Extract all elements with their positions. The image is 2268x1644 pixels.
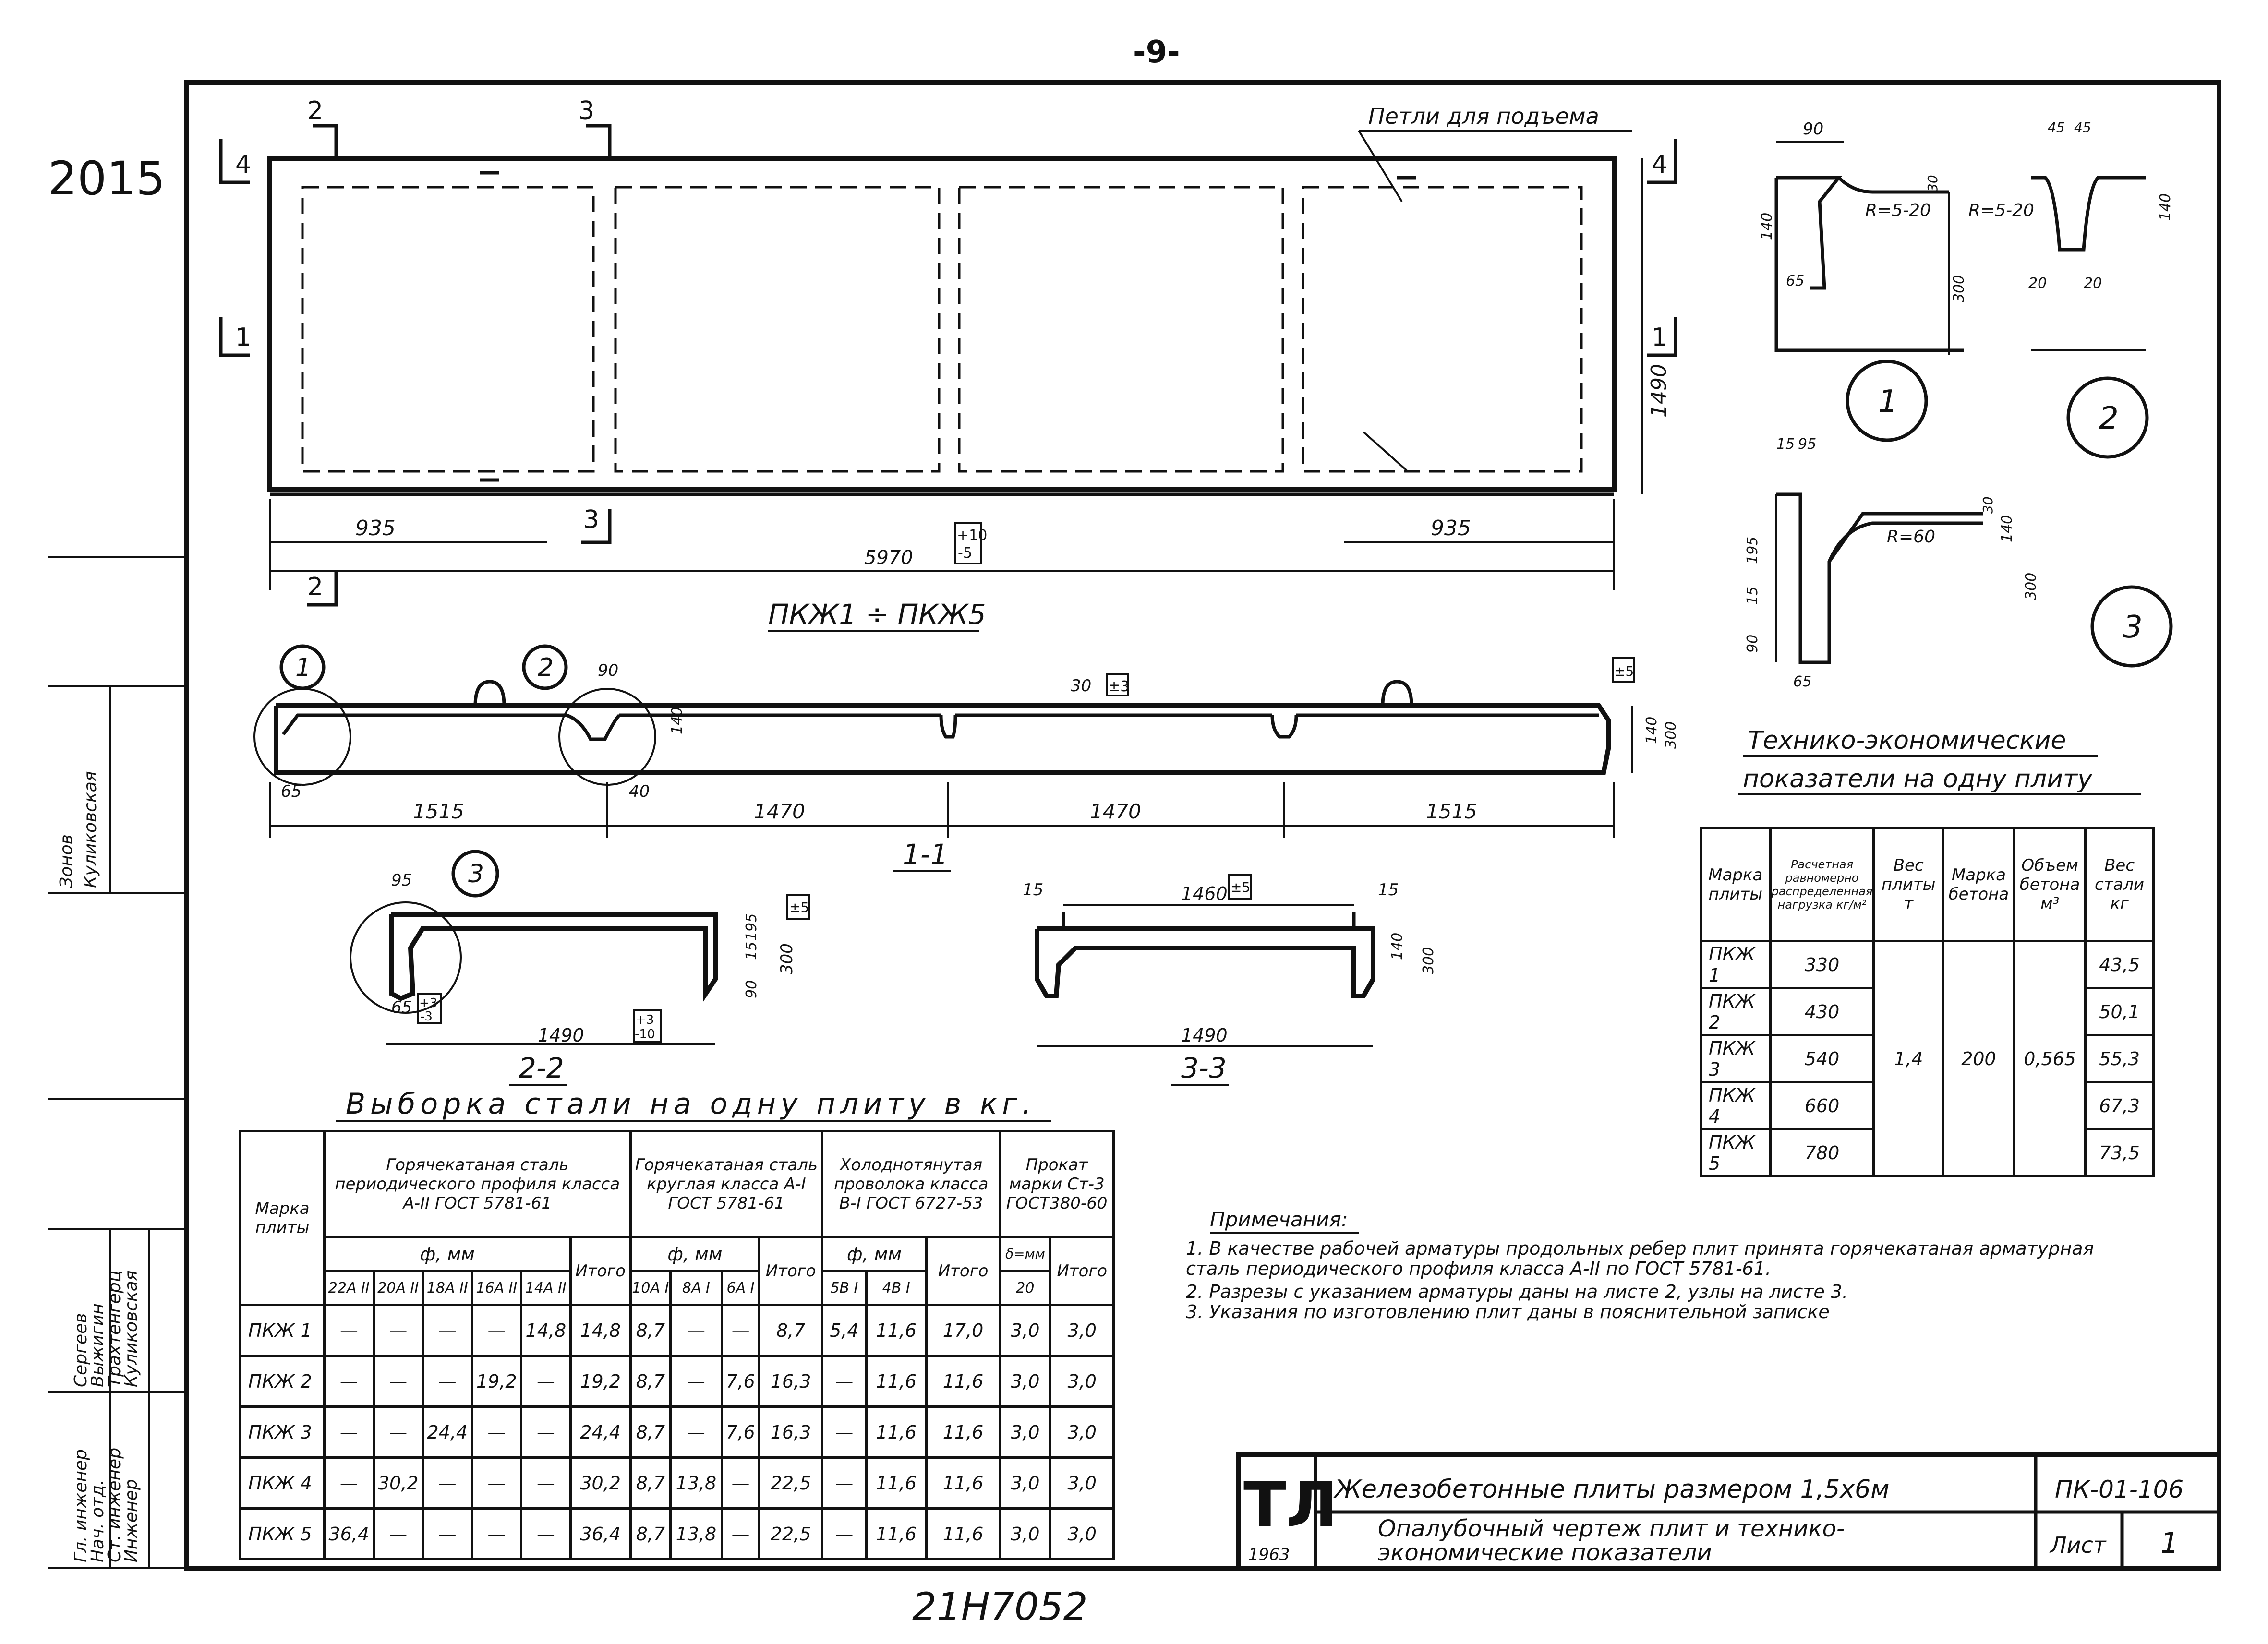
svg-text:95: 95	[1798, 436, 1817, 453]
svg-text:45: 45	[2074, 120, 2091, 135]
detail-node-2	[1968, 120, 2174, 457]
section-2-2-title: 2-2	[519, 1052, 564, 1084]
plan-view	[221, 96, 1676, 631]
steel-col-8: 8А I	[670, 1272, 722, 1305]
note-item-2: 2. Разрезы с указанием арматуры даны на листе 2, узлы на листе 3.	[1186, 1281, 1848, 1302]
stamp-number: 2015	[48, 152, 166, 205]
tech-row-load: 540	[1770, 1035, 1874, 1082]
tech-col-load: Расчетная равномерно распределенная нагрузка кг/м²	[1770, 828, 1874, 941]
table-cell: —	[822, 1407, 866, 1458]
table-cell: —	[374, 1407, 423, 1458]
svg-text:300: 300	[1420, 947, 1437, 974]
table-cell: 24,4	[570, 1407, 630, 1458]
tech-row-steel: 67,3	[2086, 1082, 2154, 1129]
svg-text:1490: 1490	[538, 1025, 584, 1046]
svg-text:140: 140	[669, 707, 686, 734]
svg-text:1515: 1515	[1426, 800, 1477, 823]
svg-text:4: 4	[1652, 150, 1668, 179]
svg-text:R=5-20: R=5-20	[1968, 201, 2034, 220]
steel-total-2: Итого	[760, 1237, 822, 1305]
steel-total-4: Итого	[1050, 1237, 1114, 1305]
svg-text:15: 15	[1744, 586, 1761, 605]
plan-outline	[270, 158, 1614, 490]
tech-row-load: 330	[1770, 941, 1874, 988]
steel-col-20: 20А II	[374, 1272, 423, 1305]
tech-row-steel: 50,1	[2086, 988, 2154, 1035]
svg-text:140: 140	[1389, 932, 1406, 960]
tech-row-mark: ПКЖ 3	[1701, 1035, 1771, 1082]
steel-row-mark: ПКЖ 4	[241, 1458, 325, 1509]
svg-text:Зонов: Зонов	[57, 834, 76, 888]
table-cell: 11,6	[866, 1458, 926, 1509]
tech-col-weight: Вес плиты т	[1874, 828, 1943, 941]
svg-text:2: 2	[307, 573, 324, 601]
table-cell: 11,6	[926, 1356, 1000, 1407]
plan-title: ПКЖ1 ÷ ПКЖ5	[768, 598, 986, 631]
table-cell: —	[325, 1407, 374, 1458]
tech-shared-weight: 1,4	[1874, 941, 1943, 1176]
svg-text:140: 140	[1759, 212, 1775, 240]
table-cell: 16,3	[760, 1356, 822, 1407]
svg-text:4: 4	[235, 150, 252, 179]
table-cell: 11,6	[866, 1509, 926, 1560]
steel-total-1: Итого	[570, 1237, 630, 1305]
tech-row-load: 780	[1770, 1129, 1874, 1176]
tech-col-steel: Вес стали кг	[2086, 828, 2154, 941]
table-cell: 11,6	[926, 1509, 1000, 1560]
table-cell: 11,6	[866, 1407, 926, 1458]
table-cell: —	[325, 1305, 374, 1356]
svg-text:65: 65	[1793, 673, 1812, 690]
bottom-number: 21H7052	[912, 1584, 1088, 1629]
svg-text:65: 65	[1786, 273, 1805, 289]
table-cell: 3,0	[1000, 1509, 1050, 1560]
table-cell: 16,3	[760, 1407, 822, 1458]
tech-row-mark: ПКЖ 5	[1701, 1129, 1771, 1176]
table-cell: —	[722, 1509, 759, 1560]
svg-text:195: 195	[743, 913, 760, 941]
steel-total-3: Итого	[926, 1237, 1000, 1305]
svg-text:30: 30	[1980, 496, 1996, 514]
svg-text:-5: -5	[958, 545, 972, 562]
section-1-1	[254, 646, 1679, 871]
steel-group-2: Горячекатаная сталь круглая класса А-I ГОСТ 5781-61	[630, 1131, 822, 1237]
tech-row-mark: ПКЖ 2	[1701, 988, 1771, 1035]
table-cell: 11,6	[866, 1356, 926, 1407]
table-cell: 19,2	[570, 1356, 630, 1407]
table-row	[241, 1458, 1114, 1509]
tech-row-mark: ПКЖ 4	[1701, 1082, 1771, 1129]
steel-sub-phi-3: ф, мм	[822, 1237, 927, 1272]
svg-text:3: 3	[583, 505, 600, 534]
table-row	[241, 1356, 1114, 1407]
table-cell: —	[521, 1356, 571, 1407]
svg-text:2: 2	[538, 653, 554, 682]
svg-text:Трахтенгерц: Трахтенгерц	[105, 1270, 124, 1387]
svg-text:95: 95	[391, 871, 412, 890]
tech-row-load: 660	[1770, 1082, 1874, 1129]
table-cell: 22,5	[760, 1458, 822, 1509]
lift-loops-label: Петли для подъема	[1368, 103, 1599, 129]
svg-text:1490: 1490	[1647, 364, 1671, 418]
svg-text:2: 2	[307, 96, 324, 125]
svg-text:90: 90	[1744, 634, 1761, 653]
title-line-2: Опалубочный чертеж плит и технико-экономические показатели	[1378, 1515, 1845, 1566]
section-3-3	[1023, 875, 1437, 1085]
svg-text:1470: 1470	[1090, 800, 1141, 823]
table-cell: 5,4	[822, 1305, 866, 1356]
svg-text:Выжигин: Выжигин	[88, 1303, 108, 1387]
table-cell: —	[521, 1407, 571, 1458]
steel-table-title: Выборка стали на одну плиту в кг.	[346, 1087, 1036, 1121]
table-cell: 13,8	[670, 1509, 722, 1560]
table-cell: —	[722, 1458, 759, 1509]
svg-text:Ст. инженер: Ст. инженер	[105, 1447, 124, 1562]
steel-group-4: Прокат марки Ст-3 ГОСТ380-60	[1000, 1131, 1114, 1237]
steel-row-mark: ПКЖ 3	[241, 1407, 325, 1458]
table-row	[241, 1407, 1114, 1458]
title-year: 1963	[1248, 1545, 1290, 1564]
tech-row-mark: ПКЖ 1	[1701, 941, 1771, 988]
table-cell: 3,0	[1000, 1356, 1050, 1407]
table-cell: —	[722, 1305, 759, 1356]
table-cell: 3,0	[1050, 1458, 1114, 1509]
svg-text:30: 30	[1071, 676, 1092, 696]
svg-text:3: 3	[2123, 610, 2143, 645]
sheet-label: Лист	[2050, 1532, 2106, 1558]
svg-text:90: 90	[598, 661, 619, 680]
table-cell: 19,2	[472, 1356, 521, 1407]
sheet-number: 1	[2160, 1526, 2179, 1560]
tech-table-title-2: показатели на одну плиту	[1743, 765, 2092, 793]
svg-text:1490: 1490	[1181, 1025, 1228, 1046]
table-cell: 3,0	[1050, 1305, 1114, 1356]
table-cell: 3,0	[1000, 1407, 1050, 1458]
table-cell: 8,7	[630, 1407, 670, 1458]
svg-text:300: 300	[2023, 572, 2039, 600]
table-cell: 36,4	[325, 1509, 374, 1560]
svg-text:+3: +3	[636, 1013, 654, 1027]
svg-text:5970: 5970	[864, 547, 913, 569]
svg-text:R=60: R=60	[1887, 527, 1935, 547]
tech-col-volume: Объем бетона м³	[2015, 828, 2086, 941]
tech-table	[1700, 827, 2155, 1177]
steel-col-6: 6А I	[722, 1272, 759, 1305]
svg-text:+10: +10	[957, 527, 988, 544]
table-cell: —	[374, 1509, 423, 1560]
steel-sub-phi-2: ф, мм	[630, 1237, 759, 1272]
svg-text:65: 65	[391, 998, 412, 1017]
steel-col-5: 5В I	[822, 1272, 866, 1305]
table-cell: —	[374, 1305, 423, 1356]
svg-text:300: 300	[1951, 275, 1967, 302]
table-cell: —	[325, 1356, 374, 1407]
table-row	[241, 1305, 1114, 1356]
svg-text:Сергеев: Сергеев	[71, 1313, 91, 1387]
tech-table-title-1: Технико-экономические	[1748, 726, 2066, 755]
svg-text:3: 3	[579, 96, 595, 125]
table-cell: —	[374, 1356, 423, 1407]
table-cell: —	[822, 1509, 866, 1560]
steel-sub-delta: δ=мм	[1000, 1237, 1050, 1272]
note-item-3: 3. Указания по изготовлению плит даны в пояснительной записке	[1186, 1301, 1830, 1322]
table-cell: 3,0	[1050, 1509, 1114, 1560]
steel-group-1: Горячекатаная сталь периодического профиля класса А-II ГОСТ 5781-61	[325, 1131, 631, 1237]
table-cell: 8,7	[760, 1305, 822, 1356]
steel-row-mark: ПКЖ 1	[241, 1305, 325, 1356]
notes-list	[1186, 1238, 2098, 1322]
title-logo: ТЛ	[1243, 1468, 1338, 1541]
svg-text:1515: 1515	[413, 800, 464, 823]
table-cell: 3,0	[1000, 1305, 1050, 1356]
table-cell: 13,8	[670, 1458, 722, 1509]
tech-col-mark: Марка плиты	[1701, 828, 1771, 941]
svg-text:Примечания:: Примечания:	[1210, 1208, 1348, 1231]
svg-text:Инженер: Инженер	[121, 1479, 141, 1562]
svg-text:2: 2	[2099, 401, 2119, 436]
table-cell: —	[822, 1356, 866, 1407]
table-cell: 8,7	[630, 1305, 670, 1356]
steel-col-4: 4В I	[866, 1272, 926, 1305]
svg-text:935: 935	[1431, 516, 1471, 540]
table-cell: —	[472, 1509, 521, 1560]
steel-col-18: 18А II	[423, 1272, 472, 1305]
tech-row-steel: 55,3	[2086, 1035, 2154, 1082]
table-cell: 30,2	[374, 1458, 423, 1509]
svg-text:45: 45	[2048, 120, 2065, 135]
section-2-2	[350, 852, 809, 1085]
svg-text:40: 40	[629, 782, 650, 801]
table-cell: 11,6	[866, 1305, 926, 1356]
svg-text:140: 140	[1643, 716, 1660, 744]
steel-col-sheet: 20	[1000, 1272, 1050, 1305]
svg-text:15: 15	[1776, 436, 1795, 453]
table-cell: —	[472, 1407, 521, 1458]
svg-text:1460: 1460	[1181, 883, 1228, 904]
svg-text:15: 15	[1023, 880, 1044, 900]
table-cell: —	[670, 1305, 722, 1356]
svg-text:Нач. отд.: Нач. отд.	[88, 1479, 108, 1562]
svg-text:140: 140	[1999, 515, 2015, 542]
table-cell: —	[822, 1458, 866, 1509]
svg-text:1: 1	[295, 653, 312, 682]
svg-text:15: 15	[743, 941, 760, 960]
tech-col-grade: Марка бетона	[1943, 828, 2014, 941]
svg-text:R=5-20: R=5-20	[1865, 201, 1931, 220]
table-cell: —	[325, 1458, 374, 1509]
svg-text:±5: ±5	[789, 900, 809, 915]
steel-sub-phi-1: ф, мм	[325, 1237, 571, 1272]
table-cell: —	[472, 1305, 521, 1356]
table-cell: —	[670, 1356, 722, 1407]
table-cell: 7,6	[722, 1356, 759, 1407]
table-cell: 3,0	[1050, 1407, 1114, 1458]
steel-row-mark: ПКЖ 5	[241, 1509, 325, 1560]
table-cell: 14,8	[570, 1305, 630, 1356]
table-cell: 11,6	[926, 1407, 1000, 1458]
table-cell: 3,0	[1000, 1458, 1050, 1509]
tech-row-steel: 43,5	[2086, 941, 2154, 988]
detail-node-3	[1744, 436, 2171, 690]
page-number: -9-	[1133, 35, 1180, 70]
section-1-1-title: 1-1	[903, 838, 948, 871]
note-item-1: 1. В качестве рабочей арматуры продольных ребер плит принята горячекатаная арматурная сталь периодического профиля класса А-II по ГОСТ 5781-61.	[1186, 1238, 2094, 1279]
svg-text:Гл. инженер: Гл. инженер	[71, 1449, 91, 1562]
svg-text:Куликовская: Куликовская	[121, 1270, 141, 1387]
tech-shared-volume: 0,565	[2015, 941, 2086, 1176]
table-cell: 24,4	[423, 1407, 472, 1458]
table-cell: 3,0	[1050, 1356, 1114, 1407]
svg-text:140: 140	[2157, 193, 2174, 221]
notes	[1210, 1208, 1359, 1233]
svg-text:+3: +3	[419, 996, 438, 1010]
table-cell: 8,7	[630, 1458, 670, 1509]
svg-text:300: 300	[777, 943, 796, 974]
table-cell: —	[423, 1509, 472, 1560]
table-cell: 11,6	[926, 1458, 1000, 1509]
steel-group-3: Холоднотянутая проволока класса В-I ГОСТ 6727-53	[822, 1131, 1000, 1237]
svg-text:±5: ±5	[1231, 879, 1251, 895]
table-cell: —	[423, 1356, 472, 1407]
section-3-3-title: 3-3	[1181, 1052, 1227, 1084]
svg-text:3: 3	[468, 860, 484, 888]
steel-col-16: 16А II	[472, 1272, 521, 1305]
svg-text:-3: -3	[420, 1009, 433, 1024]
svg-text:1470: 1470	[754, 800, 805, 823]
side-stamp	[57, 771, 141, 1562]
title-line-1: Железобетонные плиты размером 1,5х6м	[1335, 1475, 1890, 1504]
svg-text:Куликовская: Куликовская	[81, 771, 100, 888]
svg-text:±3: ±3	[1108, 678, 1130, 695]
table-cell: 8,7	[630, 1356, 670, 1407]
table-cell: —	[472, 1458, 521, 1509]
svg-text:195: 195	[1744, 536, 1761, 564]
table-cell: 7,6	[722, 1407, 759, 1458]
steel-table	[239, 1130, 1115, 1560]
svg-text:30: 30	[1925, 175, 1941, 192]
svg-text:1: 1	[235, 323, 252, 352]
steel-col-22: 22А II	[325, 1272, 374, 1305]
svg-text:20: 20	[2028, 275, 2047, 292]
steel-col-10: 10А I	[630, 1272, 670, 1305]
table-cell: —	[521, 1509, 571, 1560]
table-cell: 17,0	[926, 1305, 1000, 1356]
table-cell: —	[423, 1305, 472, 1356]
detail-node-1	[1759, 120, 1967, 440]
svg-text:300: 300	[1663, 721, 1679, 749]
tech-shared-grade: 200	[1943, 941, 2014, 1176]
svg-text:1: 1	[1652, 323, 1668, 352]
steel-col-14: 14А II	[521, 1272, 571, 1305]
svg-text:1: 1	[1878, 384, 1898, 420]
title-code: ПК-01-106	[2055, 1476, 2184, 1503]
table-row	[241, 1509, 1114, 1560]
table-cell: —	[670, 1407, 722, 1458]
steel-col-mark: Марка плиты	[241, 1131, 325, 1305]
svg-text:15: 15	[1378, 880, 1399, 900]
table-cell: 22,5	[760, 1509, 822, 1560]
svg-text:65: 65	[281, 782, 302, 801]
table-cell: 8,7	[630, 1509, 670, 1560]
table-cell: —	[521, 1458, 571, 1509]
svg-text:±5: ±5	[1614, 663, 1634, 679]
svg-text:90: 90	[1803, 120, 1824, 139]
tech-row-load: 430	[1770, 988, 1874, 1035]
table-cell: 14,8	[521, 1305, 571, 1356]
table-cell: —	[423, 1458, 472, 1509]
table-cell: 36,4	[570, 1509, 630, 1560]
tech-row-steel: 73,5	[2086, 1129, 2154, 1176]
svg-text:935: 935	[355, 516, 396, 540]
table-cell: 30,2	[570, 1458, 630, 1509]
svg-text:20: 20	[2084, 275, 2102, 292]
steel-row-mark: ПКЖ 2	[241, 1356, 325, 1407]
svg-text:-10: -10	[635, 1027, 655, 1042]
svg-text:90: 90	[743, 980, 760, 998]
